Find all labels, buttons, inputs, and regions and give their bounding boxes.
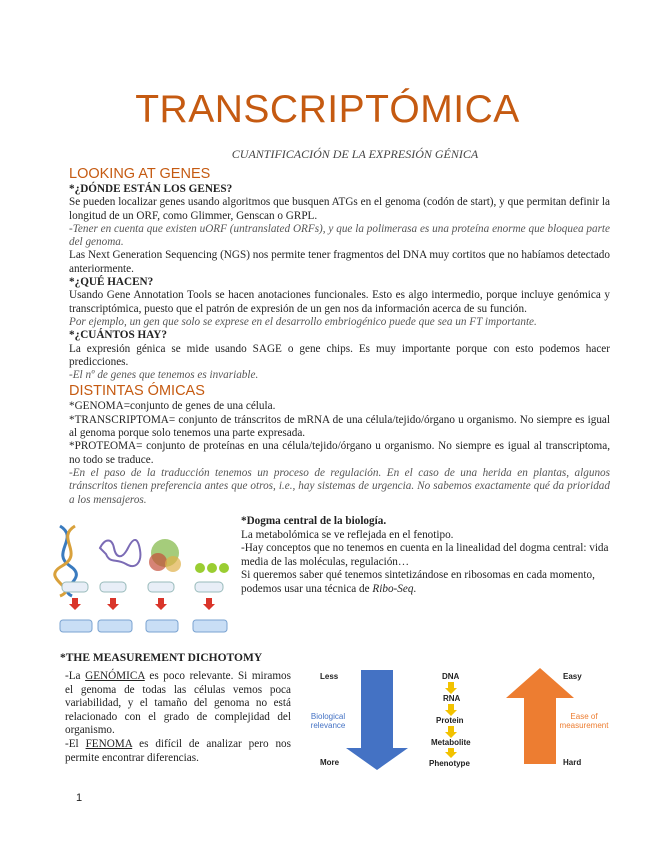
paragraph: *GENOMA=conjunto de genes de una célula. [69, 400, 276, 413]
dogma-text [241, 515, 611, 597]
ease-of-measurement-label: Ease of measurement [559, 712, 609, 730]
text-span: es poco relevante. Si miramos el genoma de todas las células vemos poca variabilidad, y el tamaño del genoma no está relacionado con el grado de complejidad del organismo. [65, 670, 291, 737]
paragraph [241, 569, 611, 596]
question-heading: *¿QUÉ HACEN? [69, 276, 154, 289]
paragraph: -Hay conceptos que no tenemos en cuenta en la linealidad del dogma central: vida media de las moléculas, regulación… [241, 542, 609, 568]
hard-label: Hard [563, 758, 582, 767]
text-span: Si queremos saber qué tenemos sintetizándose en ribosomas en cada momento, podemos usar una técnica de [241, 569, 595, 595]
paragraph: Usando Gene Annotation Tools se hacen anotaciones funcionales. Esto es algo intermedio, porque incluye genómica y transcriptómica, puesto que el patrón de expresión de un gen nos da información acerca de su función. [69, 289, 610, 315]
paragraph: La metabolómica se ve reflejada en el fenotipo. [241, 528, 454, 541]
ribo-seq-term: Ribo-Seq [372, 582, 414, 595]
step-phenotype: Phenotype [429, 759, 470, 768]
paragraph-note: -El nº de genes que tenemos es invariable. [69, 369, 259, 382]
step-arrow [445, 748, 457, 758]
biological-relevance-arrow [346, 670, 408, 770]
central-dogma-figure [30, 518, 235, 638]
question-heading: *¿DÓNDE ESTÁN LOS GENES? [69, 183, 233, 195]
measurement-heading: *THE MEASUREMENT DICHOTOMY [60, 652, 263, 664]
paragraph-note: -Tener en cuenta que existen uORF (untranslated ORFs), y que la polimerasa es una proteína enorme que bloquea parte del genoma. [69, 222, 610, 249]
paragraph [65, 670, 291, 738]
page-subtitle: CUANTIFICACIÓN DE LA EXPRESIÓN GÉNICA [231, 147, 479, 161]
page-title: TRANSCRIPTÓMICA [135, 88, 520, 131]
dogma-heading: *Dogma central de la biología. [241, 515, 387, 527]
paragraph-note: Por ejemplo, un gen que solo se exprese en el desarrollo embriogénico puede que sea un FT importante. [69, 315, 537, 328]
paragraph: *TRANSCRIPTOMA= conjunto de tránscritos de mRNA de una célula/tejido/órgano u organismo. No siempre es igual al genoma porque solo tenemos una parte expresada. [69, 413, 610, 440]
text-span: -La [65, 670, 86, 682]
measurement-text [65, 670, 291, 765]
paragraph: La expresión génica se mide usando SAGE o gene chips. Es muy importante porque con esto podemos hacer predicciones. [69, 342, 610, 368]
central-dogma-illustration [30, 518, 235, 638]
section-looking-at-genes [69, 166, 610, 507]
step-arrow [445, 726, 457, 738]
step-protein: Protein [436, 716, 464, 725]
paragraph: *PROTEOMA= conjunto de proteínas en una célula/tejido/órgano u organismo. No siempre es igual al transcriptoma, no todo se traduce. [69, 440, 610, 466]
paragraph [65, 738, 291, 765]
step-arrow [445, 704, 457, 716]
section-heading: LOOKING AT GENES [69, 166, 211, 182]
genomica-term: GENÓMICA [85, 670, 145, 682]
step-arrow [445, 682, 457, 694]
more-label: More [320, 758, 340, 767]
measurement-diagram [298, 664, 618, 774]
step-dna: DNA [442, 672, 460, 681]
less-label: Less [320, 672, 339, 681]
paragraph: Las Next Generation Sequencing (NGS) nos permite tener fragmentos del DNA muy cortitos que no habíamos detectado anteriormente. [69, 249, 610, 275]
step-rna: RNA [443, 694, 461, 703]
paragraph-note: -En el paso de la traducción tenemos un proceso de regulación. En el caso de una herida en plantas, algunos tránscritos tienen preferencia antes que otros, i.e., hay sistemas de urgencia. No sabemos exactamente qué da prioridad a los mensajeros. [69, 466, 610, 506]
fenoma-term: FENOMA [85, 737, 133, 750]
text-span: -El [65, 737, 86, 750]
section-heading: DISTINTAS ÓMICAS [69, 383, 205, 400]
question-heading: *¿CUÁNTOS HAY? [69, 329, 167, 342]
biological-relevance-label: Biological relevance [310, 712, 346, 730]
page-number: 1 [76, 792, 83, 804]
paragraph: Se pueden localizar genes usando algoritmos que busquen ATGs en el genoma (codón de start), y que permitan definir la longitud de un ORF, como Glimmer, Genscan o GRPL. [69, 196, 610, 222]
text-span: es difícil de analizar pero nos permite encontrar diferencias. [65, 737, 292, 764]
text-span: . [413, 582, 417, 595]
easy-label: Easy [563, 672, 582, 681]
step-metabolite: Metabolite [431, 738, 471, 747]
